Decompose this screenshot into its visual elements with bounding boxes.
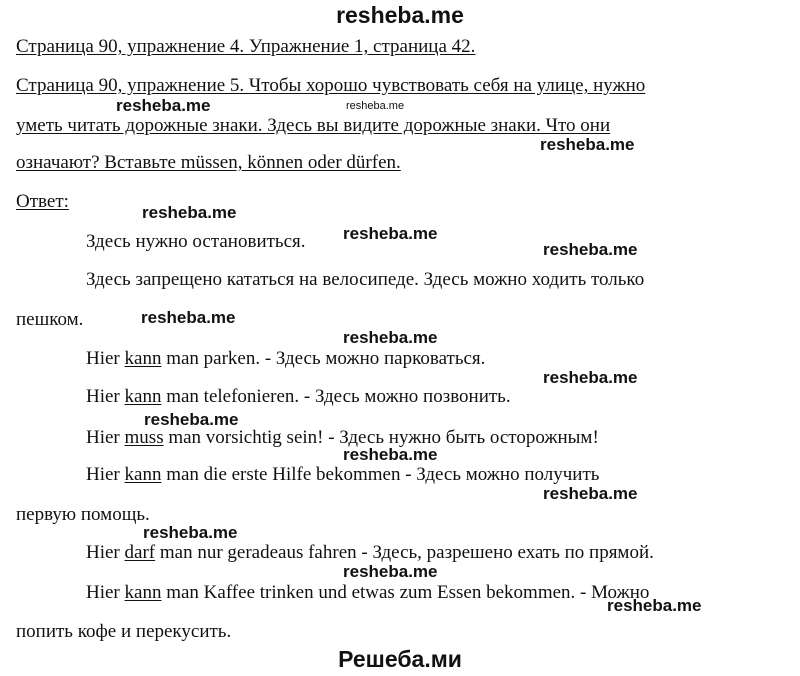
- modal-verb: kann: [124, 582, 162, 603]
- sentence-rest: man parken. - Здесь можно парковаться.: [161, 348, 486, 369]
- sentence-rest: man die erste Hilfe bekommen - Здесь можно получить: [161, 464, 600, 485]
- answer-line-7: [86, 543, 654, 562]
- sentence-start: Hier: [86, 542, 125, 563]
- answer-label: Ответ:: [16, 191, 69, 212]
- watermark: resheba.me: [343, 445, 438, 464]
- modal-verb: muss: [124, 427, 164, 448]
- answer-line-8a: [86, 583, 649, 602]
- sentence-rest: man telefonieren. - Здесь можно позвонить.: [161, 386, 511, 407]
- watermark: resheba.me: [543, 368, 638, 387]
- watermark: resheba.me: [346, 100, 405, 112]
- sentence-start: Hier: [86, 464, 125, 485]
- task-line-3: уметь читать дорожные знаки. Здесь вы видите дорожные знаки. Что они: [16, 115, 611, 136]
- site-header: resheba.me: [336, 2, 464, 28]
- sentence-rest: man nur geradeaus fahren - Здесь, разрешено ехать по прямой.: [155, 542, 654, 563]
- watermark: resheba.me: [543, 484, 638, 503]
- watermark: resheba.me: [144, 410, 239, 429]
- task-line-1: Страница 90, упражнение 4. Упражнение 1, страница 42.: [16, 36, 476, 57]
- watermark: resheba.me: [540, 135, 635, 154]
- modal-verb: darf: [124, 542, 156, 563]
- watermark: resheba.me: [343, 328, 438, 347]
- sentence-start: Hier: [86, 348, 125, 369]
- sentence-start: Hier: [86, 582, 125, 603]
- sentence-rest: man vorsichtig sein! - Здесь нужно быть осторожным!: [163, 427, 599, 448]
- watermark: resheba.me: [116, 96, 211, 115]
- watermark: resheba.me: [543, 240, 638, 259]
- answer-line-4: [86, 387, 511, 406]
- watermark: resheba.me: [143, 523, 238, 542]
- modal-verb: kann: [124, 464, 162, 485]
- answer-line-6a: [86, 465, 599, 484]
- answer-line-3: [86, 349, 485, 368]
- watermark: resheba.me: [343, 562, 438, 581]
- watermark: resheba.me: [142, 203, 237, 222]
- watermark: resheba.me: [343, 224, 438, 243]
- modal-verb: kann: [124, 348, 162, 369]
- sentence-start: Hier: [86, 427, 125, 448]
- task-line-2: Страница 90, упражнение 5. Чтобы хорошо чувствовать себя на улице, нужно: [16, 75, 646, 96]
- answer-line-2b: пешком.: [16, 309, 84, 330]
- watermark: resheba.me: [607, 596, 702, 615]
- sentence-rest: man Kaffee trinken und etwas zum Essen bekommen. - Можно: [161, 582, 650, 603]
- sentence-start: Hier: [86, 386, 125, 407]
- answer-line-2a: Здесь запрещено кататься на велосипеде. Здесь можно ходить только: [86, 269, 645, 290]
- modal-verb: kann: [124, 386, 162, 407]
- task-line-4: означают? Вставьте müssen, können oder dürfen.: [16, 152, 401, 173]
- answer-line-6b: первую помощь.: [16, 504, 150, 525]
- answer-line-8b: попить кофе и перекусить.: [16, 621, 232, 642]
- site-footer: Решеба.ми: [338, 646, 462, 672]
- answer-line-1: Здесь нужно остановиться.: [86, 231, 306, 252]
- watermark: resheba.me: [141, 308, 236, 327]
